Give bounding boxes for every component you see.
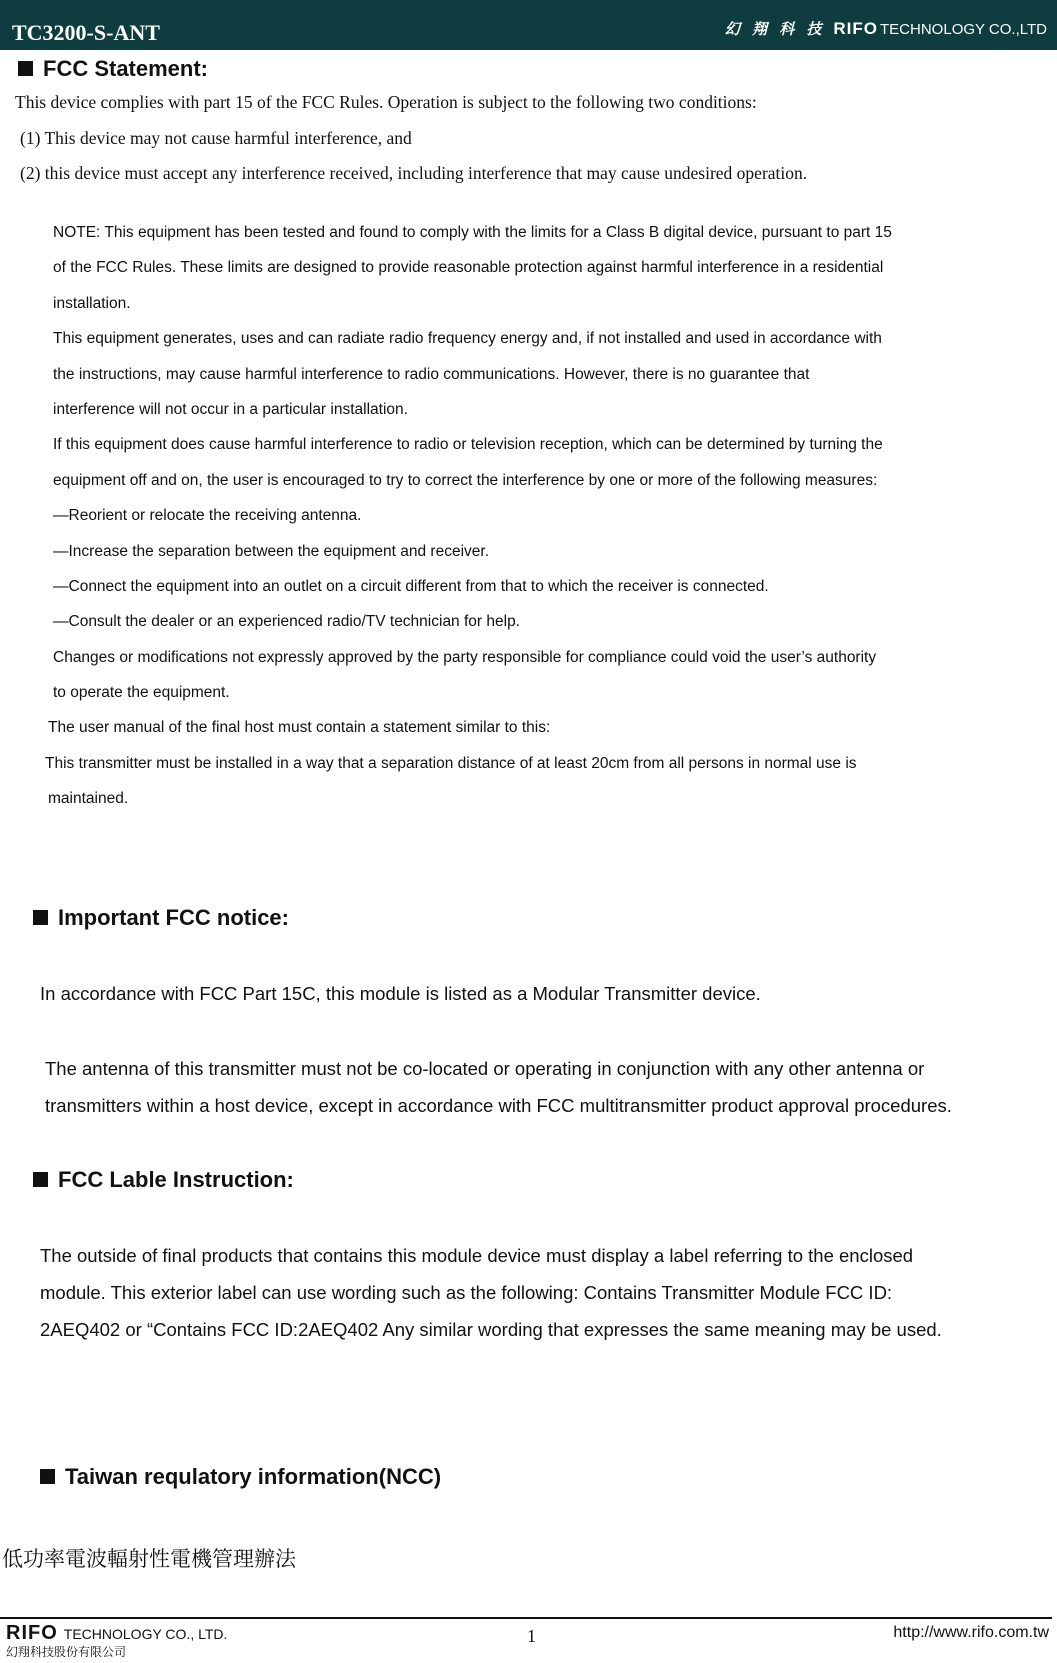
label-instruction-heading: FCC Lable Instruction: bbox=[33, 1167, 294, 1193]
label-paragraph: 2AEQ402 or “Contains FCC ID:2AEQ402 Any similar wording that expresses the same meaning may be used. bbox=[40, 1319, 942, 1340]
fcc-condition-1: (1) This device may not cause harmful interference, and bbox=[20, 128, 412, 148]
note-line: to operate the equipment. bbox=[53, 684, 230, 701]
taiwan-heading: Taiwan requlatory information(NCC) bbox=[40, 1464, 441, 1490]
model-number: TC3200-S-ANT bbox=[12, 20, 160, 45]
fcc-statement-heading: FCC Statement: bbox=[18, 56, 208, 82]
fcc-condition-2: (2) this device must accept any interference received, including interference that may cause undesired operation. bbox=[20, 163, 808, 183]
host-manual-line: maintained. bbox=[48, 790, 129, 807]
footer-url[interactable]: http://www.rifo.com.tw bbox=[893, 1624, 1049, 1641]
notice-paragraph: In accordance with FCC Part 15C, this module is listed as a Modular Transmitter device. bbox=[40, 983, 761, 1004]
footer-logo-text: RIFO bbox=[6, 1622, 58, 1644]
notice-paragraph: The antenna of this transmitter must not be co-located or operating in conjunction with any other antenna or bbox=[45, 1058, 925, 1079]
note-line: —Connect the equipment into an outlet on a circuit different from that to which the receiver is connected. bbox=[53, 578, 769, 595]
footer-logo bbox=[6, 1622, 227, 1660]
label-paragraph: module. This exterior label can use wording such as the following: Contains Transmitter Module FCC ID: bbox=[40, 1282, 893, 1303]
page-header bbox=[0, 0, 1057, 50]
bullet-square-icon bbox=[33, 910, 48, 925]
page-number: 1 bbox=[527, 1626, 536, 1646]
notice-paragraph: transmitters within a host device, except in accordance with FCC multitransmitter product approval procedures. bbox=[45, 1095, 952, 1116]
brand-logo-text: RIFO bbox=[833, 19, 879, 38]
fcc-intro: This device complies with part 15 of the FCC Rules. Operation is subject to the following two conditions: bbox=[15, 92, 757, 112]
note-line: of the FCC Rules. These limits are designed to provide reasonable protection against harmful interference in a residential bbox=[53, 259, 884, 276]
footer-tech: TECHNOLOGY CO., LTD. bbox=[63, 1626, 228, 1642]
bullet-square-icon bbox=[33, 1172, 48, 1187]
note-line: NOTE: This equipment has been tested and found to comply with the limits for a Class B digital device, pursuant to part 15 bbox=[53, 224, 892, 241]
note-line: This equipment generates, uses and can radiate radio frequency energy and, if not installed and used in accordance with bbox=[53, 330, 882, 347]
note-line: the instructions, may cause harmful interference to radio communications. However, there is no guarantee that bbox=[53, 366, 810, 383]
bullet-square-icon bbox=[18, 61, 33, 76]
footer-cn-name: 幻翔科技股份有限公司 bbox=[6, 1645, 127, 1659]
bullet-square-icon bbox=[40, 1469, 55, 1484]
footer-divider bbox=[0, 1617, 1052, 1619]
taiwan-regulation-title: 低功率電波輻射性電機管理辦法 bbox=[2, 1547, 296, 1571]
label-paragraph: The outside of final products that contains this module device must display a label referring to the enclosed bbox=[40, 1245, 914, 1266]
brand-logo bbox=[725, 18, 1047, 39]
brand-tech: TECHNOLOGY CO.,LTD bbox=[880, 21, 1047, 38]
note-line: Changes or modifications not expressly approved by the party responsible for compliance could void the user’s authority bbox=[53, 649, 877, 666]
note-line: equipment off and on, the user is encouraged to try to correct the interference by one or more of the following measures: bbox=[53, 472, 878, 489]
important-notice-heading: Important FCC notice: bbox=[33, 905, 289, 931]
note-line: —Increase the separation between the equipment and receiver. bbox=[53, 543, 489, 560]
note-line: If this equipment does cause harmful interference to radio or television reception, which can be determined by turning the bbox=[53, 436, 883, 453]
brand-cn: 幻 翔 科 技 bbox=[724, 21, 826, 38]
note-line: installation. bbox=[53, 295, 131, 312]
note-line: —Consult the dealer or an experienced radio/TV technician for help. bbox=[53, 613, 520, 630]
note-line: —Reorient or relocate the receiving antenna. bbox=[53, 507, 362, 524]
host-manual-line: The user manual of the final host must contain a statement similar to this: bbox=[48, 719, 551, 736]
host-manual-line: This transmitter must be installed in a way that a separation distance of at least 20cm from all persons in normal use is bbox=[45, 755, 857, 772]
note-line: interference will not occur in a particular installation. bbox=[53, 401, 408, 418]
